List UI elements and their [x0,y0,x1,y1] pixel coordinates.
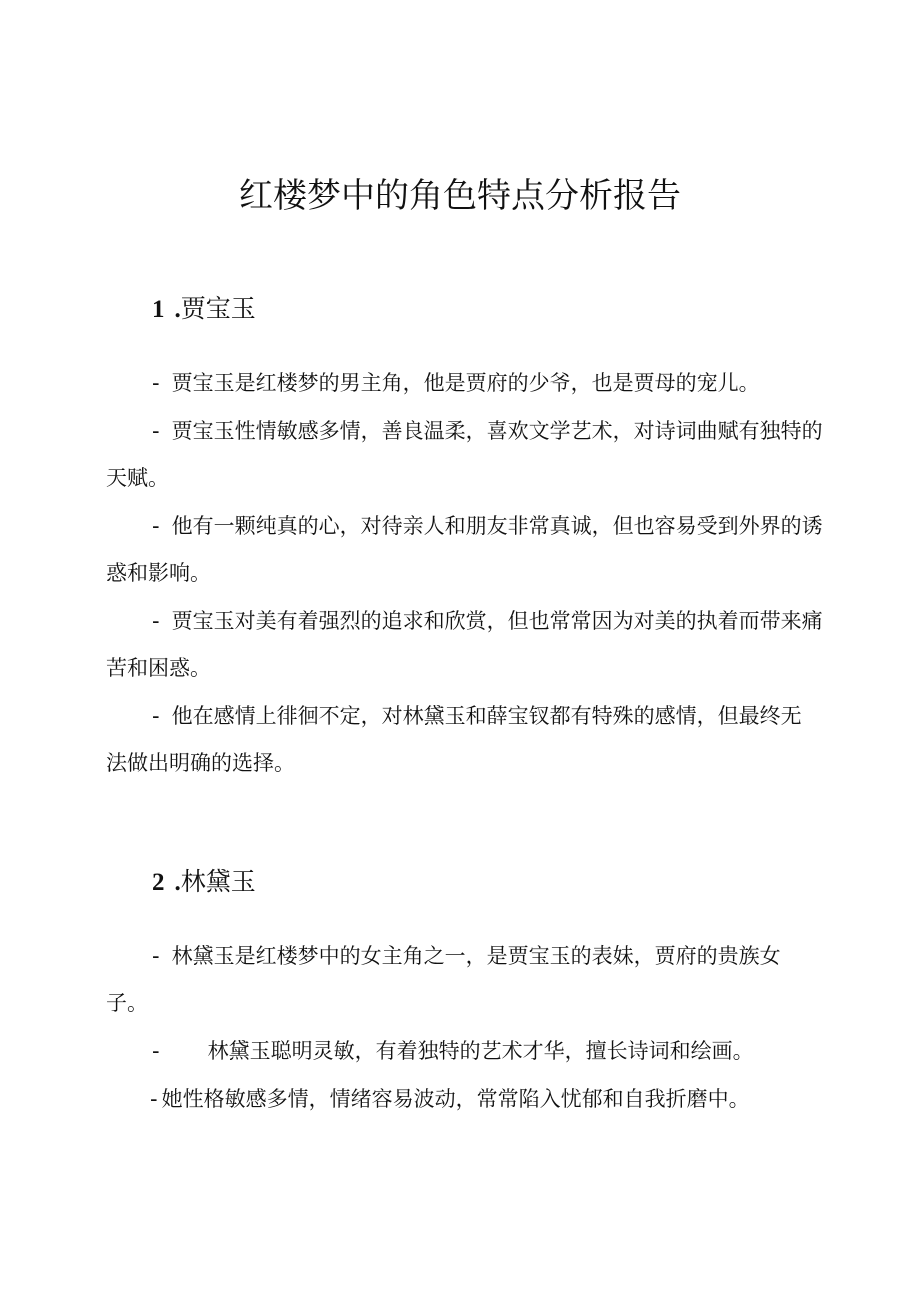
paragraph [106,1028,836,1075]
section-number: 2 [152,869,165,896]
bullet-dash: - [152,1039,160,1063]
document-title: 红楼梦中的角色特点分析报告 [239,176,681,216]
section-title: 林黛玉 [180,867,256,896]
paragraph-text: 林黛玉聪明灵敏，有着独特的艺术才华，擅长诗词和绘画。 [207,1039,754,1063]
bullet-dash: - [152,609,160,633]
section-heading-lin-daiyu [152,865,256,900]
section-number-dot: . [174,869,181,896]
bullet-dash: - [152,371,160,395]
paragraph-text: 贾宝玉对美有着强烈的追求和欣赏，但也常常因为对美的执着而带来痛苦和困惑。 [106,609,823,680]
paragraph-text: 林黛玉是红楼梦中的女主角之一，是贾宝玉的表妹，贾府的贵族女子。 [106,944,781,1015]
paragraph [106,933,806,1027]
paragraph-text: 她性格敏感多情，情绪容易波动，常常陷入忧郁和自我折磨中。 [161,1087,750,1111]
section-number-dot: . [174,296,181,323]
paragraph-text: 他有一颗纯真的心，对待亲人和朋友非常真诚，但也容易受到外界的诱惑和影响。 [106,514,823,585]
bullet-dash: - [152,944,160,968]
section-number: 1 [152,296,165,323]
paragraph-text: 贾宝玉性情敏感多情，善良温柔，喜欢文学艺术，对诗词曲赋有独特的天赋。 [106,419,823,490]
bullet-dash: - [152,514,160,538]
bullet-dash: - [152,419,160,443]
paragraph-text: 贾宝玉是红楼梦的男主角，他是贾府的少爷，也是贾母的宠儿。 [171,371,760,395]
paragraph [106,408,826,502]
paragraph [150,1076,850,1123]
bullet-dash: - [152,704,160,728]
paragraph [106,360,836,407]
paragraph-text: 他在感情上徘徊不定，对林黛玉和薛宝钗都有特殊的感情，但最终无法做出明确的选择。 [106,704,802,775]
section-heading-jia-baoyu [152,292,256,327]
paragraph [106,598,828,692]
section-title: 贾宝玉 [180,294,256,323]
bullet-dash: - [150,1087,158,1111]
paragraph [106,693,806,787]
paragraph [106,503,828,597]
